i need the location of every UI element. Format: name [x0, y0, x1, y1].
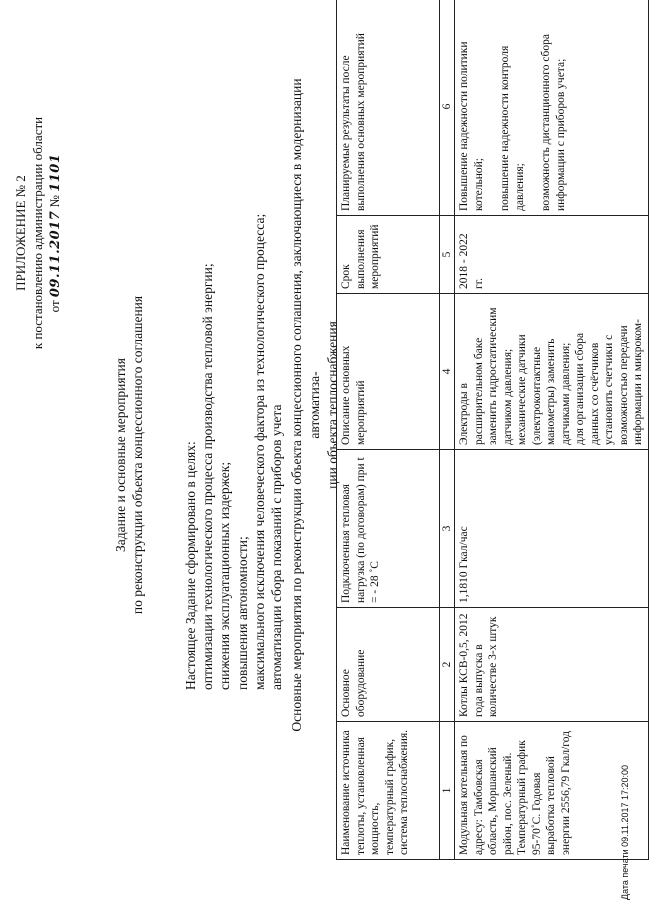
title-line-2: по реконструкции объекта концессионного соглашения [130, 295, 145, 615]
header-measures: Описание основных мероприятий [337, 294, 440, 450]
table-row [455, 0, 649, 860]
number-label: № [47, 195, 62, 208]
column-number: 2 [440, 608, 455, 722]
header-deadline: Срок выполнения мероприятий [337, 216, 440, 294]
resolution-number: 1101 [48, 153, 63, 192]
measure-item: Электроды в расширительном баке заменить гидростатическим датчиком давления; [458, 307, 514, 445]
cell-equipment: Котлы КСВ-0,5, 2012 года выпуска в количестве 3-х штук [455, 608, 649, 722]
print-date-stamp: Дата печати 09.11.2017 17:20:00 [620, 764, 630, 900]
result-item: повышение надежности контроля давления; [499, 45, 526, 211]
cell-measures [455, 294, 649, 450]
purpose-item: снижения эксплуатационных издержек; [217, 461, 233, 690]
purpose-item: автоматизации сбора показаний с приборов учета [269, 404, 285, 690]
cell-source: Модульная котельная по адресу: Тамбовская область, Моршанский район, пос. Зеленый. Температурный график 95-70˚С. Годовая выработка тепловой энергии 2556,79 Гкал/год [455, 722, 649, 860]
table-caption-line-2: ции объекта теплоснабжения [325, 321, 340, 489]
purpose-intro: Настоящее Задание сформировано в целях: [183, 441, 198, 690]
from-label: от [47, 300, 62, 313]
purpose-block [182, 50, 285, 690]
cell-load: 1,1810 Гкал/час [455, 450, 649, 608]
cell-deadline: 2018 - 2022 гг. [455, 216, 649, 294]
appendix-resolution-line: к постановлению администрации области [30, 116, 45, 350]
measures-table [336, 0, 649, 860]
resolution-date: 09.11.2017 [48, 210, 63, 298]
table-caption [288, 55, 342, 755]
purpose-item: повышения автономности; [234, 536, 250, 690]
appendix-title: ПРИЛОЖЕНИЕ № 2 [13, 175, 28, 291]
purpose-item: максимального исключения человеческого фактора из технологического процесса; [251, 213, 267, 690]
header-load: Подключенная тепловая нагрузка (по договорам) при t = - 28 ˚С [337, 450, 440, 608]
appendix-block [12, 13, 64, 453]
header-source: Наименование источника теплоты, установленная мощность, температурный график, система теплоснабжения. [337, 722, 440, 860]
cell-results [455, 0, 649, 216]
document-title [112, 155, 146, 755]
result-item: Повышение надежности политики котельной; [458, 41, 485, 211]
appendix-date-line [46, 13, 64, 453]
header-results: Планируемые результаты после выполнения основных мероприятий [337, 0, 440, 216]
title-line-1: Задание и основные мероприятия [113, 358, 128, 552]
column-number: 5 [440, 216, 455, 294]
purpose-item: оптимизации технологического процесса производства тепловой энергии; [200, 263, 216, 690]
measure-item: механические датчики (электроконтактные манометры) заменить датчиками давления; [516, 334, 572, 445]
measure-item: для организации сбора данных со счётчиков установить счетчики с возможностью передачи информации и микроком- [574, 319, 644, 445]
column-number: 4 [440, 294, 455, 450]
table-caption-line-1: Основные мероприятия по реконструкции объекта концессионного соглашения, заключающиеся в модернизации автоматиза- [289, 78, 322, 732]
table-header-row [337, 0, 440, 860]
column-number: 1 [440, 722, 455, 860]
column-number: 3 [440, 450, 455, 608]
header-equipment: Основное оборудование [337, 608, 440, 722]
result-item: возможность дистанционного сбора информации с приборов учета; [540, 33, 567, 211]
column-number: 6 [440, 0, 455, 216]
table-number-row [440, 0, 455, 860]
